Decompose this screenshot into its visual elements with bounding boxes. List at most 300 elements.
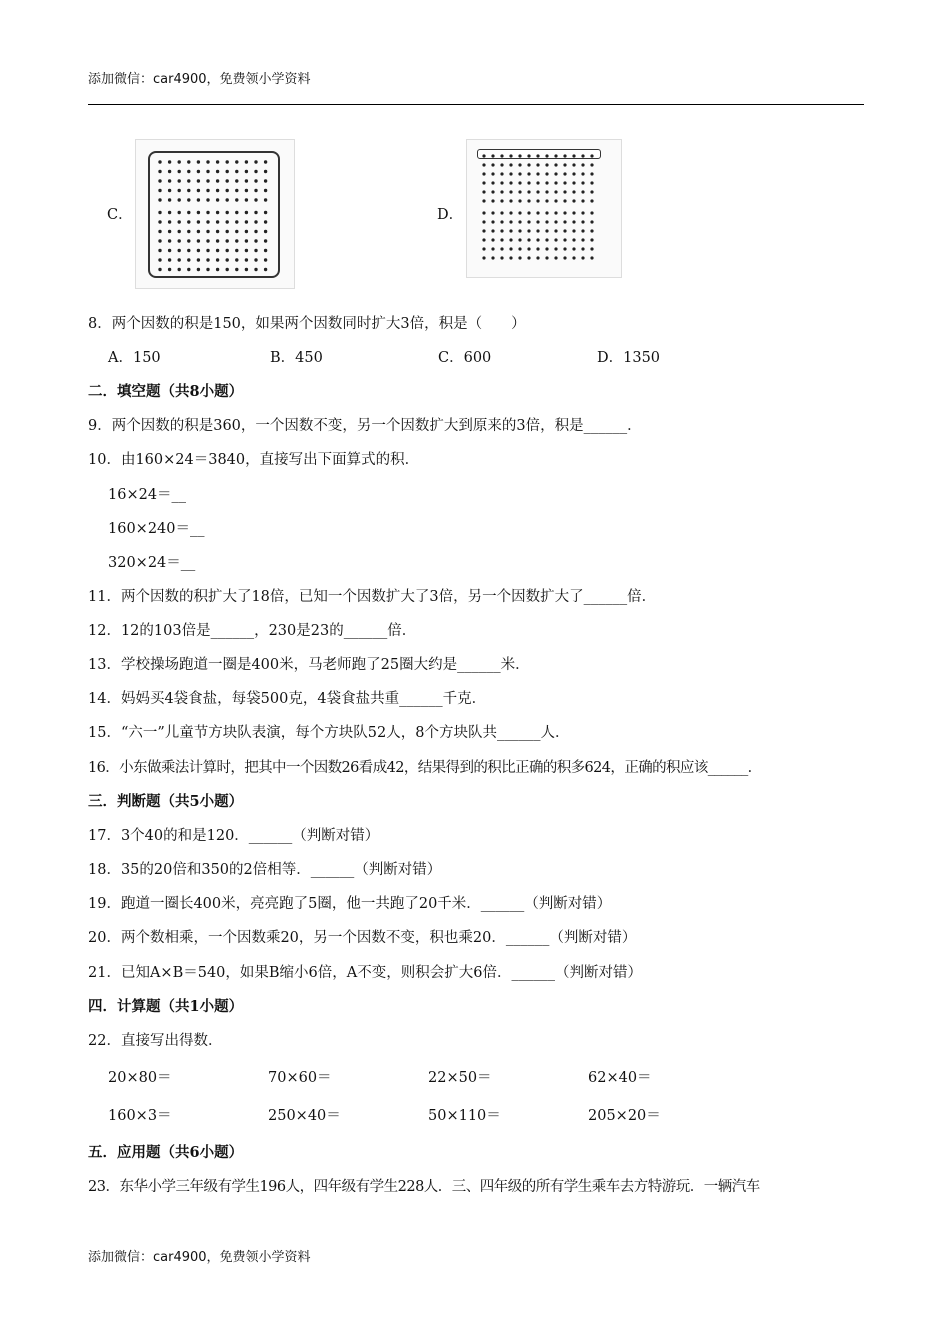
option-c-label: C．: [107, 207, 133, 223]
grid-dot: [206, 211, 209, 214]
grid-dot: [590, 211, 593, 214]
grid-dot: [581, 220, 584, 223]
grid-dot: [527, 163, 530, 166]
grid-dot: [545, 238, 548, 241]
grid-dot: [178, 189, 181, 192]
grid-dot: [590, 154, 593, 157]
grid-dot: [178, 249, 181, 252]
grid-dot: [590, 247, 593, 250]
grid-dot: [554, 181, 557, 184]
q10-item-1: 16×24＝__: [108, 487, 187, 503]
grid-dot: [206, 189, 209, 192]
grid-dot: [197, 258, 200, 261]
grid-dot: [518, 220, 521, 223]
q10-item-2: 160×240＝__: [108, 521, 205, 537]
grid-dot: [254, 198, 257, 201]
grid-dot: [482, 211, 485, 214]
grid-dot: [264, 179, 267, 182]
grid-dot: [216, 249, 219, 252]
grid-dot: [581, 247, 584, 250]
grid-dot: [187, 198, 190, 201]
grid-dot: [527, 199, 530, 202]
grid-dot: [168, 258, 171, 261]
grid-dot: [206, 230, 209, 233]
grid-dot: [572, 154, 575, 157]
grid-dot: [197, 268, 200, 271]
grid-dot: [554, 172, 557, 175]
grid-dot: [264, 249, 267, 252]
q8-option-b: B．450: [270, 350, 323, 366]
grid-dot: [264, 268, 267, 271]
grid-dot: [168, 189, 171, 192]
grid-dot: [581, 181, 584, 184]
grid-dot: [235, 198, 238, 201]
grid-dot: [545, 172, 548, 175]
grid-dot: [178, 211, 181, 214]
grid-dot: [554, 163, 557, 166]
grid-dot: [158, 239, 161, 242]
grid-dot: [500, 220, 503, 223]
grid-dot: [178, 268, 181, 271]
grid-dot: [158, 258, 161, 261]
calc-item: 62×40＝: [588, 1070, 652, 1086]
grid-dot: [187, 258, 190, 261]
grid-dot: [216, 268, 219, 271]
grid-dot: [254, 211, 257, 214]
grid-dot: [572, 181, 575, 184]
question-13: 13．学校操场跑道一圈是400米，马老师跑了25圈大约是______米．: [88, 657, 530, 673]
grid-dot: [216, 189, 219, 192]
grid-dot: [206, 179, 209, 182]
question-15: 15．“六一”儿童节方块队表演，每个方块队52人，8个方块队共______人．: [88, 725, 570, 741]
grid-dot: [563, 163, 566, 166]
grid-dot: [187, 160, 190, 163]
grid-dot: [590, 199, 593, 202]
grid-dot: [226, 258, 229, 261]
grid-dot: [245, 170, 248, 173]
grid-dot: [554, 256, 557, 259]
grid-dot: [264, 239, 267, 242]
grid-dot: [482, 154, 485, 157]
grid-dot: [509, 181, 512, 184]
grid-dot: [264, 189, 267, 192]
option-c-figure: [135, 139, 295, 289]
grid-dot: [509, 247, 512, 250]
grid-dot: [187, 268, 190, 271]
grid-dot: [518, 211, 521, 214]
grid-dot: [178, 230, 181, 233]
grid-dot: [554, 229, 557, 232]
grid-dot: [187, 189, 190, 192]
grid-dot: [197, 249, 200, 252]
grid-dot: [545, 163, 548, 166]
grid-dot: [536, 229, 539, 232]
grid-dot: [509, 256, 512, 259]
grid-dot: [536, 238, 539, 241]
grid-dot: [563, 211, 566, 214]
grid-dot: [158, 179, 161, 182]
grid-dot: [509, 220, 512, 223]
grid-dot: [216, 258, 219, 261]
grid-dot: [509, 190, 512, 193]
question-9: 9．两个因数的积是360，一个因数不变，另一个因数扩大到原来的3倍，积是______．: [88, 418, 642, 434]
grid-dot: [563, 190, 566, 193]
grid-dot: [482, 247, 485, 250]
grid-dot: [572, 163, 575, 166]
grid-dot: [168, 198, 171, 201]
grid-dot: [581, 229, 584, 232]
grid-dot: [536, 181, 539, 184]
grid-dot: [491, 190, 494, 193]
grid-dot: [482, 220, 485, 223]
grid-dot: [500, 163, 503, 166]
grid-dot: [500, 190, 503, 193]
grid-dot: [563, 154, 566, 157]
grid-dot: [235, 230, 238, 233]
grid-dot: [545, 247, 548, 250]
grid-dot: [197, 160, 200, 163]
grid-dot: [554, 154, 557, 157]
grid-dot: [226, 198, 229, 201]
grid-dot: [536, 220, 539, 223]
grid-dot: [197, 230, 200, 233]
page-footer: 添加微信：car4900，免费领小学资料: [88, 1250, 311, 1265]
q8-option-c: C．600: [438, 350, 492, 366]
grid-dot: [536, 172, 539, 175]
grid-dot: [590, 256, 593, 259]
grid-dot: [500, 211, 503, 214]
grid-dot: [581, 211, 584, 214]
header-rule: [88, 104, 864, 105]
grid-dot: [491, 256, 494, 259]
grid-dot: [206, 170, 209, 173]
grid-dot: [178, 160, 181, 163]
grid-dot: [197, 239, 200, 242]
grid-dot: [245, 211, 248, 214]
grid-dot: [572, 238, 575, 241]
grid-dot: [572, 247, 575, 250]
section-word-problems: 五．应用题（共6小题）: [88, 1144, 244, 1161]
grid-dot: [518, 190, 521, 193]
grid-dot: [500, 229, 503, 232]
grid-dot: [178, 239, 181, 242]
grid-dot: [254, 189, 257, 192]
grid-dot: [536, 211, 539, 214]
grid-dot: [158, 189, 161, 192]
grid-dot: [491, 163, 494, 166]
grid-dot: [491, 247, 494, 250]
grid-dot: [206, 198, 209, 201]
grid-dot: [482, 199, 485, 202]
grid-dot: [509, 172, 512, 175]
question-18: 18．35的20倍和350的2倍相等．______（判断对错）: [88, 862, 442, 878]
grid-dot: [518, 229, 521, 232]
grid-dot: [581, 190, 584, 193]
question-10: 10．由160×24＝3840，直接写出下面算式的积．: [88, 452, 420, 468]
grid-dot: [572, 229, 575, 232]
grid-dot: [197, 198, 200, 201]
grid-dot: [482, 238, 485, 241]
grid-dot: [527, 238, 530, 241]
grid-dot: [563, 181, 566, 184]
grid-dot: [527, 154, 530, 157]
grid-dot: [581, 154, 584, 157]
grid-dot: [254, 239, 257, 242]
question-8: 8．两个因数的积是150，如果两个因数同时扩大3倍，积是（ ）: [88, 316, 526, 332]
calc-item: 205×20＝: [588, 1108, 661, 1124]
grid-dot: [254, 160, 257, 163]
question-23: 23．东华小学三年级有学生196人，四年级有学生228人．三、四年级的所有学生乘车去方特游玩．一辆汽车: [88, 1179, 760, 1195]
grid-dot: [509, 199, 512, 202]
grid-dot: [245, 239, 248, 242]
grid-dot: [518, 247, 521, 250]
question-20: 20．两个数相乘，一个因数乘20，另一个因数不变，积也乘20．______（判断对错）: [88, 930, 637, 946]
grid-dot: [158, 211, 161, 214]
grid-dot: [226, 189, 229, 192]
grid-dot: [197, 189, 200, 192]
grid-dot: [509, 211, 512, 214]
grid-dot: [545, 220, 548, 223]
grid-dot: [581, 199, 584, 202]
question-11: 11．两个因数的积扩大了18倍，已知一个因数扩大了3倍，另一个因数扩大了______倍．: [88, 589, 657, 605]
grid-dot: [581, 172, 584, 175]
grid-dot: [264, 230, 267, 233]
grid-dot: [545, 181, 548, 184]
calc-item: 160×3＝: [108, 1108, 172, 1124]
grid-dot: [491, 181, 494, 184]
grid-dot: [581, 238, 584, 241]
grid-dot: [482, 181, 485, 184]
grid-dot: [245, 220, 248, 223]
grid-dot: [491, 220, 494, 223]
grid-dot: [509, 154, 512, 157]
question-14: 14．妈妈买4袋食盐，每袋500克，4袋食盐共重______千克．: [88, 691, 487, 707]
grid-dot: [500, 199, 503, 202]
option-d-figure: [466, 139, 622, 278]
grid-dot: [518, 154, 521, 157]
grid-dot: [168, 230, 171, 233]
grid-dot: [206, 258, 209, 261]
grid-dot: [235, 249, 238, 252]
grid-dot: [187, 170, 190, 173]
grid-dot: [527, 190, 530, 193]
grid-dot: [536, 163, 539, 166]
grid-dot: [527, 247, 530, 250]
grid-dot: [581, 163, 584, 166]
grid-dot: [264, 170, 267, 173]
grid-dot: [590, 220, 593, 223]
grid-dot: [235, 160, 238, 163]
question-17: 17．3个40的和是120．______（判断对错）: [88, 828, 380, 844]
grid-dot: [226, 249, 229, 252]
grid-dot: [554, 211, 557, 214]
question-21: 21．已知A×B＝540，如果B缩小6倍，A不变，则积会扩大6倍．______（判断对错）: [88, 965, 642, 981]
calc-item: 50×110＝: [428, 1108, 501, 1124]
grid-dot: [254, 170, 257, 173]
grid-dot: [245, 189, 248, 192]
grid-dot: [187, 179, 190, 182]
grid-dot: [168, 211, 171, 214]
grid-dot: [197, 220, 200, 223]
grid-dot: [245, 179, 248, 182]
dot-grid-d: [467, 140, 621, 277]
grid-dot: [235, 189, 238, 192]
grid-dot: [536, 256, 539, 259]
grid-dot: [527, 181, 530, 184]
grid-dot: [197, 211, 200, 214]
grid-dot: [235, 220, 238, 223]
grid-dot: [187, 230, 190, 233]
grid-dot: [536, 190, 539, 193]
grid-dot: [518, 172, 521, 175]
grid-dot: [206, 239, 209, 242]
grid-dot: [168, 170, 171, 173]
grid-dot: [572, 256, 575, 259]
grid-dot: [158, 220, 161, 223]
grid-dot: [527, 172, 530, 175]
grid-dot: [500, 181, 503, 184]
grid-dot: [572, 220, 575, 223]
grid-dot: [590, 181, 593, 184]
grid-dot: [206, 268, 209, 271]
grid-dot: [254, 249, 257, 252]
grid-dot: [168, 268, 171, 271]
q10-item-3: 320×24＝__: [108, 555, 196, 571]
grid-dot: [491, 238, 494, 241]
grid-dot: [245, 160, 248, 163]
grid-dot: [554, 199, 557, 202]
grid-dot: [187, 249, 190, 252]
calc-item: 20×80＝: [108, 1070, 172, 1086]
grid-dot: [509, 238, 512, 241]
grid-dot: [235, 239, 238, 242]
grid-dot: [206, 249, 209, 252]
grid-dot: [572, 172, 575, 175]
grid-dot: [545, 154, 548, 157]
grid-dot: [254, 230, 257, 233]
grid-dot: [590, 229, 593, 232]
grid-dot: [235, 268, 238, 271]
grid-dot: [178, 258, 181, 261]
grid-dot: [264, 160, 267, 163]
grid-dot: [254, 268, 257, 271]
calc-item: 250×40＝: [268, 1108, 341, 1124]
grid-dot: [509, 163, 512, 166]
question-22: 22．直接写出得数．: [88, 1033, 223, 1049]
grid-dot: [545, 229, 548, 232]
grid-dot: [235, 258, 238, 261]
grid-dot: [245, 268, 248, 271]
grid-dot: [572, 190, 575, 193]
section-fill-in: 二．填空题（共8小题）: [88, 383, 244, 400]
grid-dot: [554, 238, 557, 241]
grid-dot: [158, 160, 161, 163]
grid-dot: [590, 163, 593, 166]
grid-dot: [491, 154, 494, 157]
grid-dot: [590, 238, 593, 241]
grid-dot: [500, 238, 503, 241]
grid-dot: [216, 239, 219, 242]
grid-dot: [245, 258, 248, 261]
grid-dot: [178, 179, 181, 182]
grid-dot: [563, 238, 566, 241]
grid-dot: [491, 199, 494, 202]
question-16: 16．小东做乘法计算时，把其中一个因数26看成42，结果得到的积比正确的积多624，正确的积应该______．: [88, 760, 762, 776]
grid-dot: [178, 220, 181, 223]
grid-dot: [178, 198, 181, 201]
grid-dot: [158, 198, 161, 201]
grid-dot: [158, 170, 161, 173]
grid-dot: [226, 220, 229, 223]
grid-dot: [264, 258, 267, 261]
grid-dot: [264, 198, 267, 201]
grid-dot: [254, 179, 257, 182]
grid-dot: [563, 229, 566, 232]
grid-dot: [216, 160, 219, 163]
grid-dot: [518, 256, 521, 259]
grid-dot: [226, 230, 229, 233]
grid-dot: [536, 154, 539, 157]
grid-dot: [226, 268, 229, 271]
section-true-false: 三．判断题（共5小题）: [88, 793, 244, 810]
grid-dot: [518, 199, 521, 202]
grid-dot: [216, 198, 219, 201]
grid-dot: [245, 198, 248, 201]
grid-dot: [527, 256, 530, 259]
grid-dot: [536, 247, 539, 250]
grid-dot: [518, 238, 521, 241]
grid-dot: [500, 247, 503, 250]
grid-dot: [581, 256, 584, 259]
grid-dot: [554, 190, 557, 193]
grid-dot: [187, 239, 190, 242]
option-d-label: D．: [437, 207, 464, 223]
grid-dot: [197, 179, 200, 182]
grid-dot: [168, 179, 171, 182]
grid-dot: [572, 211, 575, 214]
grid-dot: [482, 256, 485, 259]
grid-dot: [235, 179, 238, 182]
grid-dot: [226, 211, 229, 214]
grid-dot: [554, 247, 557, 250]
grid-dot: [527, 229, 530, 232]
grid-dot: [216, 179, 219, 182]
grid-dot: [168, 239, 171, 242]
calc-item: 70×60＝: [268, 1070, 332, 1086]
grid-dot: [254, 258, 257, 261]
q8-option-d: D．1350: [597, 350, 661, 366]
grid-dot: [563, 256, 566, 259]
grid-dot: [197, 170, 200, 173]
grid-dot: [527, 211, 530, 214]
grid-dot: [545, 256, 548, 259]
grid-dot: [500, 172, 503, 175]
grid-dot: [158, 268, 161, 271]
grid-dot: [216, 230, 219, 233]
grid-dot: [226, 170, 229, 173]
grid-dot: [491, 211, 494, 214]
grid-dot: [245, 249, 248, 252]
grid-dot: [168, 160, 171, 163]
grid-dot: [536, 199, 539, 202]
grid-dot: [482, 163, 485, 166]
grid-dot: [500, 154, 503, 157]
grid-dot: [226, 179, 229, 182]
grid-dot: [500, 256, 503, 259]
grid-dot: [563, 199, 566, 202]
grid-dot: [206, 160, 209, 163]
grid-dot: [187, 220, 190, 223]
